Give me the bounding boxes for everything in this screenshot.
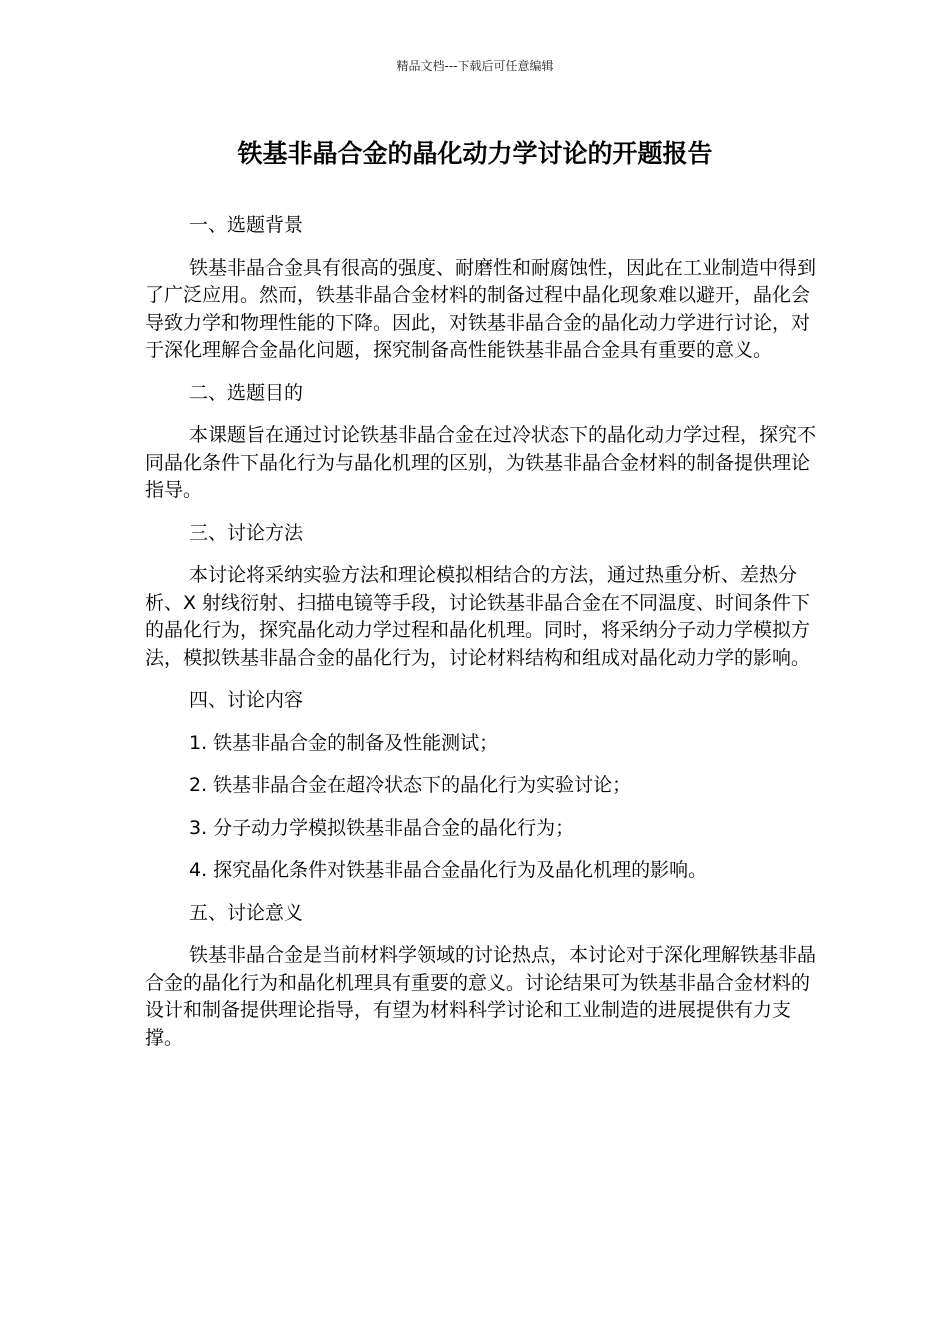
section-heading-purpose: 二、选题目的	[189, 381, 304, 404]
section-paragraph-background: 铁基非晶合金具有很高的强度、耐磨性和耐腐蚀性，因此在工业制造中得到了广泛应用。然而，铁基非晶合金材料的制备过程中晶化现象难以避开，晶化会导致力学和物理性能的下降。因此，对铁基非晶合金的晶化动力学进行讨论，对于深化理解合金晶化问题，探究制备高性能铁基非晶合金具有重要的意义。	[145, 256, 817, 361]
section-heading-background: 一、选题背景	[189, 214, 304, 236]
section-paragraph-purpose: 本课题旨在通过讨论铁基非晶合金在过冷状态下的晶化动力学过程，探究不同晶化条件下晶化行为与晶化机理的区别，为铁基非晶合金材料的制备提供理论指导。	[145, 424, 817, 501]
section-paragraph-significance: 铁基非晶合金是当前材料学领域的讨论热点，本讨论对于深化理解铁基非晶合金的晶化行为和晶化机理具有重要的意义。讨论结果可为铁基非晶合金材料的设计和制备提供理论指导，有望为材料科学讨论和工业制造的进展提供有力支撑。	[145, 944, 817, 1049]
document-body	[145, 212, 817, 1067]
section-heading-method: 三、讨论方法	[189, 521, 304, 544]
content-list-item: 4. 探究晶化条件对铁基非晶合金晶化行为及晶化机理的影响。	[189, 859, 708, 881]
section-heading-significance: 五、讨论意义	[189, 901, 304, 924]
content-list-item: 2. 铁基非晶合金在超冷状态下的晶化行为实验讨论；	[189, 774, 632, 796]
content-list-item: 3. 分子动力学模拟铁基非晶合金的晶化行为；	[189, 816, 575, 839]
document-title: 铁基非晶合金的晶化动力学讨论的开题报告	[237, 139, 713, 168]
section-heading-content: 四、讨论内容	[189, 689, 304, 711]
section-paragraph-method: 本讨论将采纳实验方法和理论模拟相结合的方法，通过热重分析、差热分析、X 射线衍射、扫描电镜等手段，讨论铁基非晶合金在不同温度、时间条件下的晶化行为，探究晶化动力学过程和晶化机理。同时，将采纳分子动力学模拟方法，模拟铁基非晶合金的晶化行为，讨论材料结构和组成对晶化动力学的影响。	[145, 564, 811, 669]
page-header: 精品文档---下载后可任意编辑	[396, 59, 554, 73]
content-list-item: 1. 铁基非晶合金的制备及性能测试；	[189, 731, 499, 754]
